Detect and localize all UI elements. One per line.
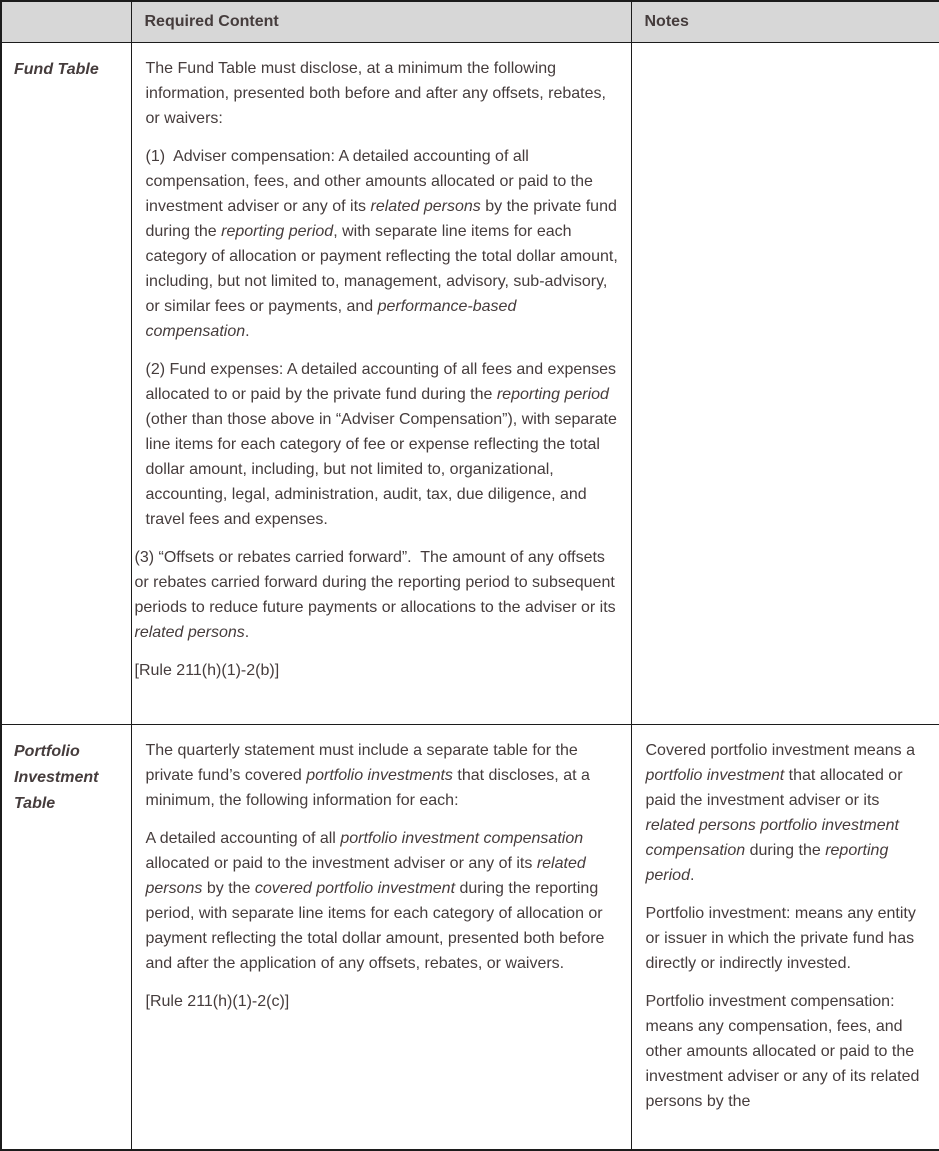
italic-term: related persons bbox=[370, 197, 481, 215]
paragraph bbox=[146, 56, 621, 131]
text-run: [Rule 211(h)(1)-2(b)] bbox=[134, 661, 280, 679]
italic-term: portfolio investment compensation bbox=[340, 829, 584, 847]
paragraph bbox=[146, 826, 621, 976]
table-row-portfolio-investment-table bbox=[1, 724, 939, 1150]
notes-cell-portfolio-investment-table bbox=[631, 724, 939, 1150]
paragraph bbox=[646, 989, 930, 1114]
italic-term: related persons bbox=[145, 854, 586, 897]
italic-term: related persons portfolio investment compensation bbox=[645, 816, 899, 859]
required-content-cell-portfolio-investment-table bbox=[131, 724, 631, 1150]
text-run: Portfolio investment compensation: means any compensation, fees, and other amounts allocated or paid to the investment adviser or any of its related persons by the bbox=[645, 992, 920, 1110]
header-cell-required-content: Required Content bbox=[131, 1, 631, 42]
text-run: that discloses, at a minimum, the following information for each: bbox=[145, 766, 590, 809]
text-run: by the private fund during the bbox=[145, 197, 617, 240]
header-row bbox=[1, 1, 939, 42]
italic-term: reporting period bbox=[496, 385, 609, 403]
italic-term: reporting period bbox=[221, 222, 334, 240]
header-cell-notes: Notes bbox=[631, 1, 939, 42]
text-run: during the reporting period, with separate line items for each category of allocation or payment reflecting the total dollar amount, presented both before and after the application of any offsets, rebates, or waivers. bbox=[145, 879, 605, 972]
paragraph bbox=[146, 989, 621, 1014]
required-content-cell-fund-table bbox=[131, 42, 631, 724]
text-run: . bbox=[689, 866, 695, 884]
italic-term: covered portfolio investment bbox=[254, 879, 456, 897]
row-label-fund-table: Fund Table bbox=[1, 42, 131, 724]
italic-term: related persons bbox=[134, 623, 245, 641]
header-cell-label bbox=[1, 1, 131, 42]
text-run: The quarterly statement must include a separate table for the private fund’s covered bbox=[145, 741, 578, 784]
text-run: . bbox=[244, 623, 250, 641]
paragraph bbox=[646, 901, 930, 976]
paragraph bbox=[146, 357, 621, 532]
paragraph bbox=[135, 658, 621, 683]
row-label-portfolio-investment-table: Portfolio Investment Table bbox=[1, 724, 131, 1150]
italic-term: portfolio investment bbox=[645, 766, 785, 784]
table-body bbox=[1, 42, 939, 1150]
text-run: during the bbox=[745, 841, 826, 859]
italic-term: portfolio investments bbox=[306, 766, 453, 784]
italic-term: reporting period bbox=[645, 841, 889, 884]
italic-term: performance-based compensation bbox=[145, 297, 517, 340]
text-run: (other than those above in “Adviser Compensation”), with separate line items for each category of fee or expense reflecting the total dollar amount, including, but not limited to, organizational, accounting, legal, administration, audit, tax, due diligence, and travel fees and expenses. bbox=[145, 410, 617, 528]
table-header bbox=[1, 1, 939, 42]
text-run: Portfolio investment: means any entity or issuer in which the private fund has directly or indirectly invested. bbox=[645, 904, 916, 972]
text-run: that allocated or paid the investment adviser or its bbox=[645, 766, 903, 809]
text-run: A detailed accounting of all bbox=[145, 829, 341, 847]
text-run: allocated or paid to the investment adviser or any of its bbox=[145, 854, 537, 872]
text-run: . bbox=[245, 322, 250, 340]
text-run: by the bbox=[202, 879, 255, 897]
notes-cell-fund-table bbox=[631, 42, 939, 724]
paragraph bbox=[135, 545, 621, 645]
text-run: (3) “Offsets or rebates carried forward”. The amount of any offsets or rebates carried forward during the reporting period to subsequent periods to reduce future payments or allocations to the adviser or its bbox=[134, 548, 616, 616]
text-run: Covered portfolio investment means a bbox=[645, 741, 915, 759]
paragraph bbox=[146, 144, 621, 344]
text-run: [Rule 211(h)(1)-2(c)] bbox=[145, 992, 290, 1010]
paragraph bbox=[146, 738, 621, 813]
text-run: (2) Fund expenses: A detailed accounting of all fees and expenses allocated to or paid by the private fund during the bbox=[145, 360, 617, 403]
text-run: , with separate line items for each category of allocation or payment reflecting the total dollar amount, including, but not limited to, management, advisory, sub-advisory, or similar fees or payments, and bbox=[145, 222, 618, 315]
text-run: The Fund Table must disclose, at a minimum the following information, presented both before and after any offsets, rebates, or waivers: bbox=[145, 59, 606, 127]
table-row-fund-table bbox=[1, 42, 939, 724]
text-run: (1) Adviser compensation: A detailed accounting of all compensation, fees, and other amounts allocated or paid to the investment adviser or any of its bbox=[145, 147, 593, 215]
paragraph bbox=[646, 738, 930, 888]
